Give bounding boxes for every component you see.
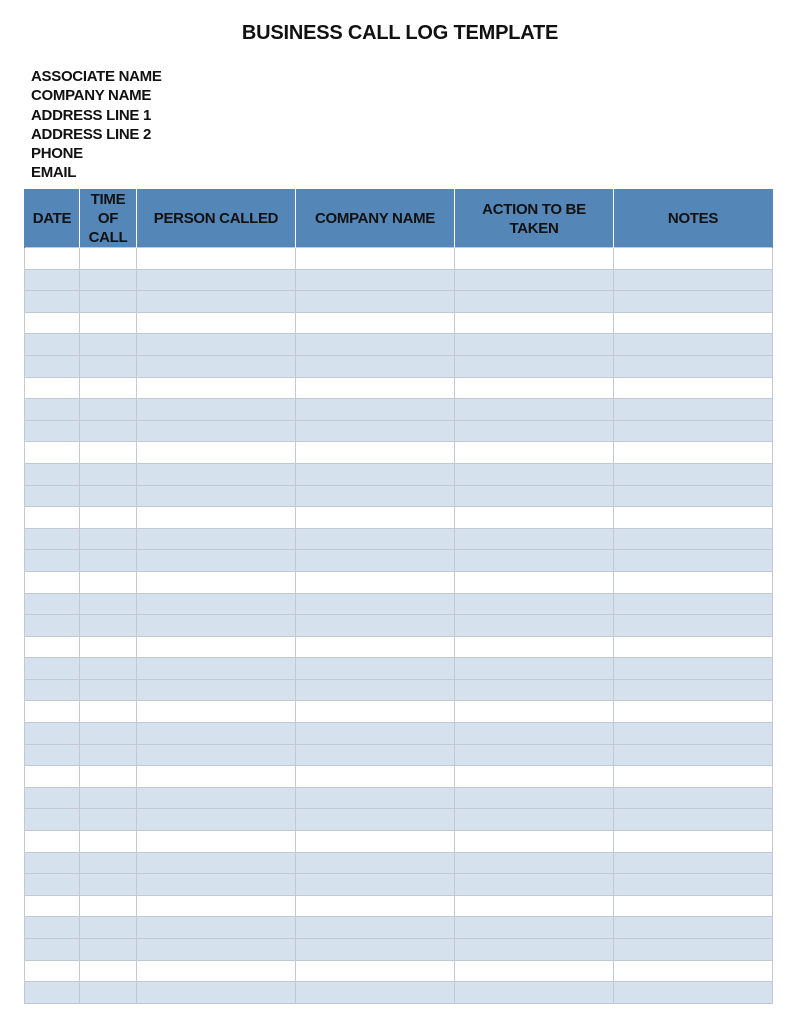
table-cell[interactable]	[614, 528, 773, 550]
table-cell[interactable]	[614, 291, 773, 313]
email-label: EMAIL	[31, 164, 77, 182]
table-cell[interactable]	[296, 334, 455, 356]
table-cell[interactable]	[296, 787, 455, 809]
table-cell[interactable]	[25, 960, 80, 982]
table-row	[25, 571, 773, 593]
table-cell[interactable]	[137, 248, 296, 270]
table-row	[25, 766, 773, 788]
table-cell[interactable]	[296, 399, 455, 421]
associate-name-label: ASSOCIATE NAME	[31, 68, 162, 85]
table-cell[interactable]	[455, 377, 614, 399]
page-title: BUSINESS CALL LOG TEMPLATE	[241, 22, 559, 44]
table-cell[interactable]	[80, 248, 137, 270]
table-cell[interactable]	[455, 485, 614, 507]
table-cell[interactable]	[614, 701, 773, 723]
table-cell[interactable]	[25, 312, 80, 334]
table-cell[interactable]	[296, 312, 455, 334]
table-cell[interactable]	[80, 917, 137, 939]
table-cell[interactable]	[137, 593, 296, 615]
table-cell[interactable]	[80, 960, 137, 982]
table-cell[interactable]	[614, 852, 773, 874]
table-cell[interactable]	[614, 766, 773, 788]
table-cell[interactable]	[80, 658, 137, 680]
table-row	[25, 615, 773, 637]
table-row	[25, 874, 773, 896]
table-row	[25, 917, 773, 939]
table-row	[25, 679, 773, 701]
table-cell[interactable]	[455, 679, 614, 701]
table-cell[interactable]	[614, 248, 773, 270]
table-cell[interactable]	[455, 636, 614, 658]
table-cell[interactable]	[296, 248, 455, 270]
table-cell[interactable]	[455, 787, 614, 809]
table-cell[interactable]	[296, 269, 455, 291]
table-cell[interactable]	[296, 917, 455, 939]
address-line-2-label: ADDRESS LINE 2	[31, 125, 151, 143]
table-cell[interactable]	[455, 615, 614, 637]
table-row	[25, 334, 773, 356]
table-row	[25, 507, 773, 529]
table-cell[interactable]	[296, 809, 455, 831]
table-cell[interactable]	[296, 982, 455, 1004]
table-cell[interactable]	[80, 291, 137, 313]
table-cell[interactable]	[80, 420, 137, 442]
call-log-table	[24, 189, 773, 1004]
table-cell[interactable]	[137, 463, 296, 485]
table-cell[interactable]	[25, 701, 80, 723]
table-cell[interactable]	[455, 895, 614, 917]
table-cell[interactable]	[25, 658, 80, 680]
table-row	[25, 593, 773, 615]
table-cell[interactable]	[614, 463, 773, 485]
table-cell[interactable]	[455, 248, 614, 270]
table-row	[25, 831, 773, 853]
address-line-1-label: ADDRESS LINE 1	[31, 106, 151, 124]
table-cell[interactable]	[25, 269, 80, 291]
table-cell[interactable]	[25, 852, 80, 874]
table-cell[interactable]	[137, 787, 296, 809]
column-header-date: DATE	[25, 190, 80, 248]
table-cell[interactable]	[80, 571, 137, 593]
column-header-time-of-call: TIME OF CALL	[80, 190, 137, 248]
contact-info-block	[31, 67, 162, 183]
table-cell[interactable]	[137, 269, 296, 291]
table-cell[interactable]	[80, 874, 137, 896]
table-cell[interactable]	[614, 982, 773, 1004]
table-cell[interactable]	[25, 420, 80, 442]
table-cell[interactable]	[80, 636, 137, 658]
table-cell[interactable]	[296, 528, 455, 550]
table-row	[25, 269, 773, 291]
table-cell[interactable]	[614, 874, 773, 896]
table-cell[interactable]	[80, 615, 137, 637]
table-cell[interactable]	[455, 442, 614, 464]
table-row	[25, 550, 773, 572]
table-row	[25, 291, 773, 313]
table-cell[interactable]	[455, 312, 614, 334]
table-row	[25, 787, 773, 809]
table-cell[interactable]	[614, 399, 773, 421]
table-cell[interactable]	[614, 312, 773, 334]
table-cell[interactable]	[614, 809, 773, 831]
table-cell[interactable]	[25, 463, 80, 485]
table-cell[interactable]	[455, 420, 614, 442]
table-cell[interactable]	[455, 939, 614, 961]
table-cell[interactable]	[296, 355, 455, 377]
table-cell[interactable]	[296, 895, 455, 917]
column-header-notes: NOTES	[614, 190, 773, 248]
table-cell[interactable]	[614, 917, 773, 939]
table-cell[interactable]	[296, 485, 455, 507]
table-cell[interactable]	[80, 399, 137, 421]
table-cell[interactable]	[137, 982, 296, 1004]
table-cell[interactable]	[455, 269, 614, 291]
table-cell[interactable]	[614, 939, 773, 961]
table-cell[interactable]	[137, 442, 296, 464]
table-cell[interactable]	[25, 571, 80, 593]
table-cell[interactable]	[80, 550, 137, 572]
table-row	[25, 355, 773, 377]
table-cell[interactable]	[137, 571, 296, 593]
table-cell[interactable]	[614, 636, 773, 658]
table-cell[interactable]	[296, 571, 455, 593]
table-cell[interactable]	[137, 766, 296, 788]
table-cell[interactable]	[455, 399, 614, 421]
table-header-row	[25, 190, 773, 248]
table-cell[interactable]	[25, 809, 80, 831]
table-cell[interactable]	[614, 442, 773, 464]
table-cell[interactable]	[614, 744, 773, 766]
table-cell[interactable]	[80, 507, 137, 529]
table-cell[interactable]	[455, 960, 614, 982]
column-header-company-name: COMPANY NAME	[296, 190, 455, 248]
table-cell[interactable]	[137, 679, 296, 701]
table-cell[interactable]	[296, 420, 455, 442]
table-cell[interactable]	[137, 744, 296, 766]
table-cell[interactable]	[25, 377, 80, 399]
table-cell[interactable]	[137, 377, 296, 399]
table-cell[interactable]	[25, 248, 80, 270]
table-cell[interactable]	[137, 723, 296, 745]
table-cell[interactable]	[80, 744, 137, 766]
table-cell[interactable]	[455, 463, 614, 485]
table-cell[interactable]	[80, 463, 137, 485]
table-cell[interactable]	[455, 334, 614, 356]
table-cell[interactable]	[296, 507, 455, 529]
table-cell[interactable]	[137, 852, 296, 874]
table-cell[interactable]	[25, 615, 80, 637]
table-cell[interactable]	[296, 442, 455, 464]
table-cell[interactable]	[137, 809, 296, 831]
table-cell[interactable]	[296, 874, 455, 896]
table-row	[25, 723, 773, 745]
column-header-person-called: PERSON CALLED	[137, 190, 296, 248]
table-cell[interactable]	[25, 982, 80, 1004]
table-cell[interactable]	[80, 269, 137, 291]
table-cell[interactable]	[80, 766, 137, 788]
table-row	[25, 399, 773, 421]
table-cell[interactable]	[25, 550, 80, 572]
table-cell[interactable]	[455, 917, 614, 939]
phone-label: PHONE	[31, 145, 83, 163]
table-row	[25, 852, 773, 874]
table-cell[interactable]	[455, 528, 614, 550]
table-cell[interactable]	[296, 377, 455, 399]
table-cell[interactable]	[80, 701, 137, 723]
table-cell[interactable]	[614, 615, 773, 637]
table-cell[interactable]	[25, 679, 80, 701]
table-cell[interactable]	[614, 420, 773, 442]
table-cell[interactable]	[455, 982, 614, 1004]
column-header-action-to-be-taken: ACTION TO BE TAKEN	[455, 190, 614, 248]
table-cell[interactable]	[455, 874, 614, 896]
table-cell[interactable]	[614, 831, 773, 853]
table-cell[interactable]	[80, 528, 137, 550]
table-cell[interactable]	[296, 852, 455, 874]
table-row	[25, 701, 773, 723]
table-cell[interactable]	[137, 420, 296, 442]
table-cell[interactable]	[80, 593, 137, 615]
table-cell[interactable]	[80, 679, 137, 701]
table-cell[interactable]	[80, 723, 137, 745]
table-cell[interactable]	[137, 895, 296, 917]
table-cell[interactable]	[137, 291, 296, 313]
table-cell[interactable]	[614, 571, 773, 593]
table-cell[interactable]	[296, 744, 455, 766]
table-cell[interactable]	[455, 831, 614, 853]
table-cell[interactable]	[296, 658, 455, 680]
table-cell[interactable]	[614, 269, 773, 291]
table-row	[25, 809, 773, 831]
table-cell[interactable]	[25, 766, 80, 788]
table-cell[interactable]	[137, 550, 296, 572]
table-cell[interactable]	[25, 442, 80, 464]
table-cell[interactable]	[137, 507, 296, 529]
table-cell[interactable]	[296, 636, 455, 658]
table-cell[interactable]	[296, 679, 455, 701]
table-cell[interactable]	[455, 701, 614, 723]
table-cell[interactable]	[614, 550, 773, 572]
table-row	[25, 312, 773, 334]
table-cell[interactable]	[137, 615, 296, 637]
table-cell[interactable]	[614, 377, 773, 399]
table-cell[interactable]	[614, 485, 773, 507]
table-cell[interactable]	[137, 658, 296, 680]
table-cell[interactable]	[25, 593, 80, 615]
table-cell[interactable]	[137, 528, 296, 550]
table-cell[interactable]	[25, 636, 80, 658]
table-cell[interactable]	[25, 485, 80, 507]
table-cell[interactable]	[614, 723, 773, 745]
table-cell[interactable]	[455, 658, 614, 680]
table-cell[interactable]	[296, 831, 455, 853]
table-cell[interactable]	[455, 291, 614, 313]
table-cell[interactable]	[455, 550, 614, 572]
table-cell[interactable]	[455, 766, 614, 788]
table-cell[interactable]	[25, 528, 80, 550]
table-cell[interactable]	[137, 399, 296, 421]
table-cell[interactable]	[296, 550, 455, 572]
table-cell[interactable]	[80, 809, 137, 831]
table-cell[interactable]	[296, 960, 455, 982]
table-cell[interactable]	[614, 960, 773, 982]
table-cell[interactable]	[137, 874, 296, 896]
table-cell[interactable]	[25, 917, 80, 939]
table-cell[interactable]	[80, 485, 137, 507]
table-cell[interactable]	[455, 744, 614, 766]
table-cell[interactable]	[25, 291, 80, 313]
table-cell[interactable]	[80, 442, 137, 464]
table-cell[interactable]	[137, 485, 296, 507]
table-cell[interactable]	[614, 334, 773, 356]
table-cell[interactable]	[614, 593, 773, 615]
table-cell[interactable]	[25, 874, 80, 896]
table-row	[25, 658, 773, 680]
table-cell[interactable]	[25, 507, 80, 529]
table-row	[25, 982, 773, 1004]
table-cell[interactable]	[25, 895, 80, 917]
table-cell[interactable]	[80, 852, 137, 874]
table-cell[interactable]	[614, 679, 773, 701]
table-cell[interactable]	[455, 723, 614, 745]
table-row	[25, 528, 773, 550]
table-cell[interactable]	[455, 593, 614, 615]
table-cell[interactable]	[25, 831, 80, 853]
table-cell[interactable]	[137, 917, 296, 939]
table-cell[interactable]	[296, 291, 455, 313]
table-cell[interactable]	[137, 334, 296, 356]
table-cell[interactable]	[25, 787, 80, 809]
table-cell[interactable]	[137, 312, 296, 334]
table-cell[interactable]	[80, 787, 137, 809]
table-row	[25, 744, 773, 766]
table-row	[25, 420, 773, 442]
table-row	[25, 485, 773, 507]
table-cell[interactable]	[80, 982, 137, 1004]
table-cell[interactable]	[80, 312, 137, 334]
table-cell[interactable]	[296, 723, 455, 745]
table-cell[interactable]	[80, 355, 137, 377]
table-cell[interactable]	[455, 507, 614, 529]
table-row	[25, 939, 773, 961]
table-cell[interactable]	[296, 701, 455, 723]
table-body	[25, 248, 773, 1004]
table-cell[interactable]	[25, 334, 80, 356]
company-name-label: COMPANY NAME	[31, 87, 152, 105]
table-cell[interactable]	[137, 636, 296, 658]
table-cell[interactable]	[80, 895, 137, 917]
table-cell[interactable]	[80, 831, 137, 853]
table-cell[interactable]	[296, 593, 455, 615]
table-cell[interactable]	[25, 399, 80, 421]
table-cell[interactable]	[455, 571, 614, 593]
table-cell[interactable]	[455, 355, 614, 377]
table-cell[interactable]	[614, 895, 773, 917]
table-row	[25, 895, 773, 917]
table-row	[25, 248, 773, 270]
table-cell[interactable]	[80, 939, 137, 961]
table-cell[interactable]	[296, 766, 455, 788]
table-cell[interactable]	[137, 831, 296, 853]
table-row	[25, 463, 773, 485]
table-row	[25, 442, 773, 464]
table-cell[interactable]	[296, 615, 455, 637]
table-cell[interactable]	[296, 939, 455, 961]
table-cell[interactable]	[137, 701, 296, 723]
table-cell[interactable]	[25, 744, 80, 766]
table-cell[interactable]	[614, 658, 773, 680]
table-cell[interactable]	[25, 939, 80, 961]
table-cell[interactable]	[137, 939, 296, 961]
table-row	[25, 960, 773, 982]
table-cell[interactable]	[137, 960, 296, 982]
table-cell[interactable]	[137, 355, 296, 377]
table-cell[interactable]	[80, 377, 137, 399]
table-cell[interactable]	[455, 809, 614, 831]
table-cell[interactable]	[614, 355, 773, 377]
table-cell[interactable]	[25, 355, 80, 377]
table-cell[interactable]	[455, 852, 614, 874]
table-cell[interactable]	[80, 334, 137, 356]
table-row	[25, 377, 773, 399]
table-cell[interactable]	[296, 463, 455, 485]
table-cell[interactable]	[614, 787, 773, 809]
table-cell[interactable]	[25, 723, 80, 745]
table-row	[25, 636, 773, 658]
table-cell[interactable]	[614, 507, 773, 529]
